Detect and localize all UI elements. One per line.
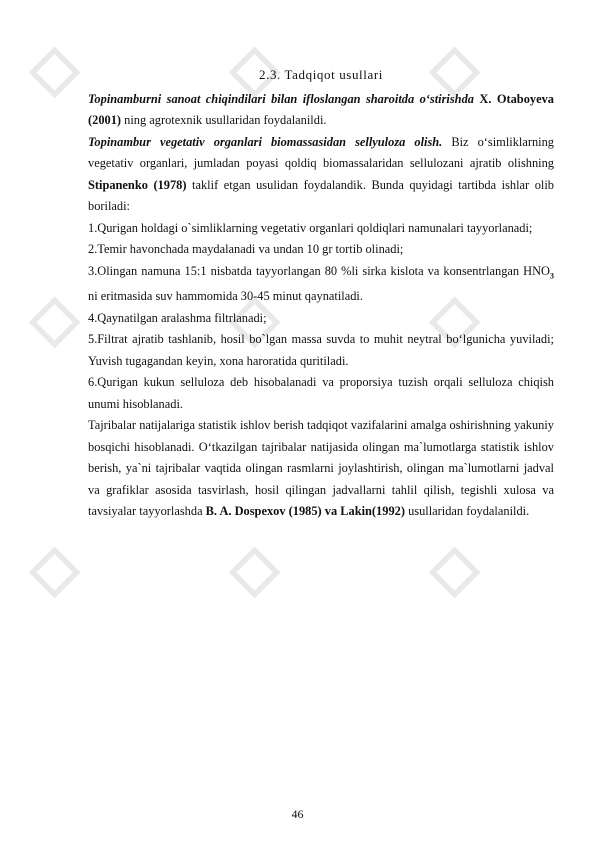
watermark-shape: ◇ bbox=[30, 531, 80, 603]
paragraph-topinambur-cultivation bbox=[88, 89, 554, 132]
paragraph-text: Biz o‘simliklarning vegetativ organlari, jumladan poyasi qoldiq biomassalaridan sellulozani ajratib olishning bbox=[88, 134, 554, 170]
paragraph-lead: Topinambur vegetativ organlari biomassasidan sellyuloza olish. bbox=[88, 134, 443, 149]
watermark-shape: ◇ bbox=[230, 281, 280, 353]
section-heading: 2.3. Tadqiqot usullari bbox=[259, 67, 383, 82]
step-2: 2.Temir havonchada maydalanadi va undan 10 gr tortib olinadi; bbox=[88, 242, 404, 256]
paragraph-text: usullaridan foydalanildi. bbox=[404, 504, 530, 519]
watermark-shape: ◇ bbox=[430, 531, 480, 603]
step-text: 3.Olingan namuna 15:1 nisbatda tayyorlangan 80 %li sirka kislota va konsentrlangan HNO bbox=[88, 263, 550, 278]
step-4: 4.Qaynatilgan aralashma filtrlanadi; bbox=[88, 310, 267, 325]
author-citation: Stipanenko (1978) bbox=[88, 177, 187, 192]
page-number: 46 bbox=[291, 807, 304, 821]
paragraph-text: taklif etgan usulidan foydalandik. Bunda quyidagi tartibda ishlar olib boriladi: bbox=[88, 177, 554, 213]
paragraph-lead: Topinamburni sanoat chiqindilari bilan ifloslangan sharoitda o‘stirishda bbox=[88, 91, 474, 106]
watermark-shape: ◇ bbox=[230, 531, 280, 603]
watermark-shape: ◇ bbox=[430, 281, 480, 353]
step-6: 6.Qurigan kukun selluloza deb hisobalanadi va proporsiya tuzish orqali selluloza chiqish unumi hisoblanadi. bbox=[88, 375, 554, 411]
paragraph-statistics bbox=[88, 415, 554, 523]
subscript: 3 bbox=[550, 270, 554, 280]
watermark-shape: ◇ bbox=[30, 281, 80, 353]
watermark-shape: ◇ bbox=[30, 31, 80, 103]
paragraph-text: Tajribalar natijalariga statistik ishlov berish tadqiqot vazifalarini amalga oshirishning yakuniy bosqichi hisoblanadi. O‘tkazilgan tajribalar natijasida olingan ma`lumotlarga statistik ishlov berish, ya`ni tajribalar vaqtida olingan rasmlarni joylashtirish, olingan ma`lumotlarni jadval va grafiklar asosida tasvirlash, hosil qilingan jadvallarni tahlil qilish, tegishli xulosa va tavsiyalar tayyorlashda bbox=[88, 418, 554, 519]
document-page bbox=[88, 64, 554, 523]
author-citation: B. A. Dospexov (1985) va Lakin(1992) bbox=[205, 504, 405, 519]
step-1: 1.Qurigan holdagi o`simliklarning vegetativ organlari qoldiqlari namunalari tayyorlanadi; bbox=[88, 220, 533, 235]
paragraph-cellulose-extraction bbox=[88, 132, 554, 218]
watermark-shape: ◇ bbox=[230, 31, 280, 103]
author-citation: X. Otaboyeva (2001) bbox=[88, 91, 554, 127]
paragraph-text: ning agrotexnik usullaridan foydalanildi. bbox=[121, 113, 327, 127]
step-text: ni eritmasida suv hammomida 30-45 minut qaynatiladi. bbox=[88, 289, 363, 304]
step-3 bbox=[88, 261, 554, 308]
watermark-shape: ◇ bbox=[430, 31, 480, 103]
step-5: 5.Filtrat ajratib tashlanib, hosil bo`lgan massa suvda to muhit neytral bo‘lgunicha yuviladi; Yuvish tugagandan keyin, xona haroratida quritiladi. bbox=[88, 332, 554, 368]
